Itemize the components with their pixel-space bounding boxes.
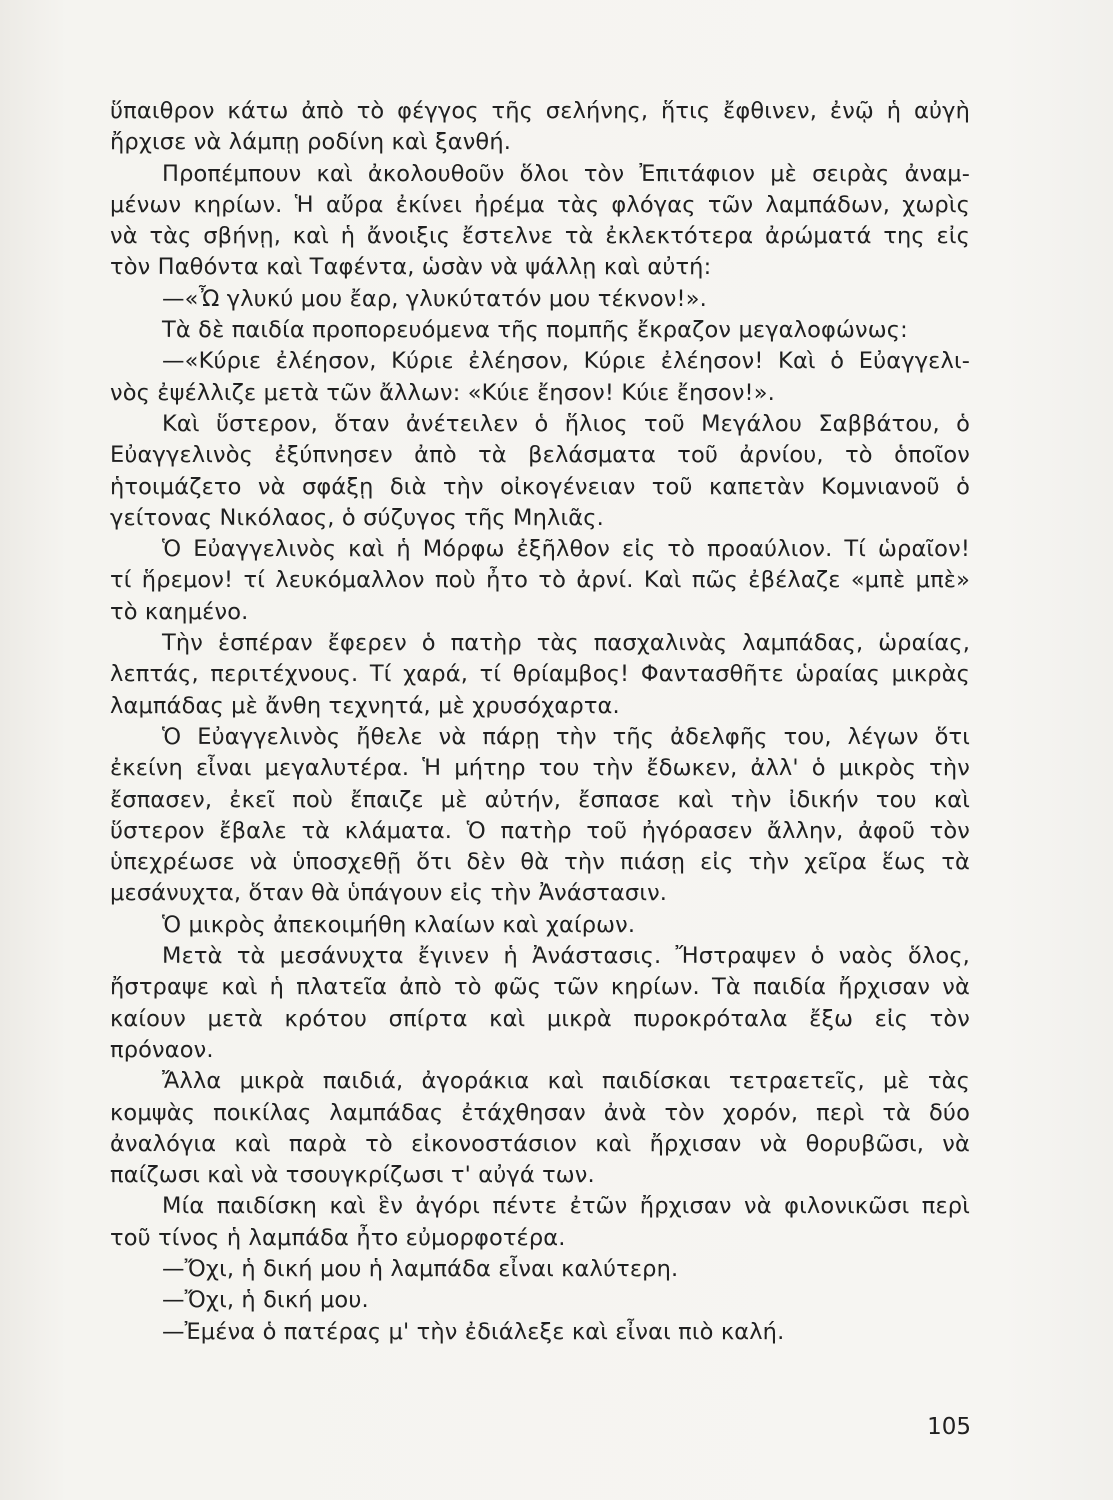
text-line: μεσάνυχτα, ὅταν θὰ ὑπάγουν εἰς τὴν Ἀνάστασιν. [110, 880, 668, 907]
text-line: λαμπάδας μὲ ἄνθη τεχνητά, μὲ χρυσόχαρτα. [110, 692, 620, 719]
text-line: Προπέμπουν καὶ ἀκολουθοῦν ὅλοι τὸν Ἐπιτάφιον μὲ σειρὰς ἀναμ- [162, 160, 970, 187]
text-line: —Ὄχι, ἡ δική μου. [162, 1287, 369, 1314]
text-line: ἤστραψε καὶ ἡ πλατεῖα ἀπὸ τὸ φῶς τῶν κηρίων. Τὰ παιδία ἤρχισαν νὰ [110, 974, 970, 1001]
text-line: ἡτοιμάζετο νὰ σφάξῃ διὰ τὴν οἰκογένειαν τοῦ καπετὰν Κομνιανοῦ ὁ [110, 473, 970, 500]
text-line: Τὰ δὲ παιδία προπορευόμενα τῆς πομπῆς ἔκραζον μεγαλοφώνως: [162, 317, 908, 344]
text-line: Ὁ μικρὸς ἀπεκοιμήθη κλαίων καὶ χαίρων. [162, 911, 636, 938]
text-line: ἐκείνη εἶναι μεγαλυτέρα. Ἡ μήτηρ του τὴν ἔδωκεν, ἀλλ' ὁ μικρὸς τὴν [110, 755, 970, 782]
text-line: τὸ καημένο. [110, 598, 249, 625]
text-line: —Ὄχι, ἡ δική μου ἡ λαμπάδα εἶναι καλύτερη. [162, 1255, 679, 1282]
text-line: ἔσπασεν, ἐκεῖ ποὺ ἔπαιζε μὲ αὐτήν, ἔσπασε καὶ τὴν ἰδικήν του καὶ [110, 786, 970, 813]
text-line: —«Ὦ γλυκύ μου ἔαρ, γλυκύτατόν μου τέκνον!». [162, 285, 707, 312]
text-line: τὸν Παθόντα καὶ Ταφέντα, ὡσὰν νὰ ψάλλῃ καὶ αὐτή: [110, 254, 712, 281]
text-line: —«Κύριε ἐλέησον, Κύριε ἐλέησον, Κύριε ἐλέησον! Καὶ ὁ Εὐαγγελι- [162, 348, 970, 375]
text-line: Ὁ Εὐαγγελινὸς ἤθελε νὰ πάρῃ τὴν τῆς ἀδελφῆς του, λέγων ὅτι [162, 723, 970, 750]
text-line: λεπτάς, περιτέχνους. Τί χαρά, τί θρίαμβος! Φαντασθῆτε ὡραίας μικρὰς [110, 661, 970, 688]
text-line: Καὶ ὕστερον, ὅταν ἀνέτειλεν ὁ ἥλιος τοῦ Μεγάλου Σαββάτου, ὁ [162, 410, 970, 437]
body-text [110, 96, 970, 1348]
text-line: Ὁ Εὐαγγελινὸς καὶ ἡ Μόρφω ἐξῆλθον εἰς τὸ προαύλιον. Τί ὡραῖον! [162, 536, 970, 563]
text-line: γείτονας Νικόλαος, ὁ σύζυγος τῆς Μηλιᾶς. [110, 504, 604, 531]
text-line: ὑπεχρέωσε νὰ ὑποσχεθῇ ὅτι δὲν θὰ τὴν πιάσῃ εἰς τὴν χεῖρα ἕως τὰ [110, 849, 970, 876]
text-line: Μετὰ τὰ μεσάνυχτα ἔγινεν ἡ Ἀνάστασις. Ἤστραψεν ὁ ναὸς ὅλος, [162, 943, 970, 970]
text-line: ἀναλόγια καὶ παρὰ τὸ εἰκονοστάσιον καὶ ἤρχισαν νὰ θορυβῶσι, νὰ [110, 1130, 970, 1157]
text-line: τοῦ τίνος ἡ λαμπάδα ἦτο εὐμορφοτέρα. [110, 1224, 566, 1251]
text-line: ἤρχισε νὰ λάμπῃ ροδίνη καὶ ξανθή. [110, 129, 512, 156]
text-line: Ἄλλα μικρὰ παιδιά, ἀγοράκια καὶ παιδίσκαι τετραετεῖς, μὲ τὰς [162, 1068, 970, 1095]
text-line: μένων κηρίων. Ἡ αὔρα ἐκίνει ἠρέμα τὰς φλόγας τῶν λαμπάδων, χωρὶς [110, 191, 970, 218]
text-line: τί ἥρεμον! τί λευκόμαλλον ποὺ ἦτο τὸ ἀρνί. Καὶ πῶς ἐβέλαζε «μπὲ μπὲ» [110, 567, 970, 594]
text-line: Τὴν ἑσπέραν ἔφερεν ὁ πατὴρ τὰς πασχαλινὰς λαμπάδας, ὡραίας, [162, 630, 970, 657]
text-line: ὕστερον ἔβαλε τὰ κλάματα. Ὁ πατὴρ τοῦ ἠγόρασεν ἄλλην, ἀφοῦ τὸν [110, 817, 970, 844]
text-line: πρόναον. [110, 1036, 214, 1063]
text-line: Μία παιδίσκη καὶ ἓν ἀγόρι πέντε ἐτῶν ἤρχισαν νὰ φιλονικῶσι περὶ [162, 1193, 970, 1220]
text-line: καίουν μετὰ κρότου σπίρτα καὶ μικρὰ πυροκρόταλα ἔξω εἰς τὸν [110, 1005, 970, 1032]
text-line: —Ἐμένα ὁ πατέρας μ' τὴν ἐδιάλεξε καὶ εἶναι πιὸ καλή. [162, 1318, 785, 1345]
text-line: παίζωσι καὶ νὰ τσουγκρίζωσι τ' αὐγά των. [110, 1162, 595, 1189]
text-line: Εὐαγγελινὸς ἐξύπνησεν ἀπὸ τὰ βελάσματα τοῦ ἀρνίου, τὸ ὁποῖον [110, 442, 970, 469]
text-line: νὸς ἐψέλλιζε μετὰ τῶν ἄλλων: «Κύιε ἔησον! Κύιε ἔησον!». [110, 379, 775, 406]
text-line: ὕπαιθρον κάτω ἀπὸ τὸ φέγγος τῆς σελήνης, ἥτις ἔφθινεν, ἐνῷ ἡ αὐγὴ [110, 98, 970, 124]
text-line: νὰ τὰς σβήνῃ, καὶ ἡ ἄνοιξις ἔστελνε τὰ ἐκλεκτότερα ἀρώματά της εἰς [110, 223, 970, 250]
text-line: κομψὰς ποικίλας λαμπάδας ἐτάχθησαν ἀνὰ τὸν χορόν, περὶ τὰ δύο [110, 1099, 970, 1126]
page-number: 105 [927, 1414, 971, 1440]
